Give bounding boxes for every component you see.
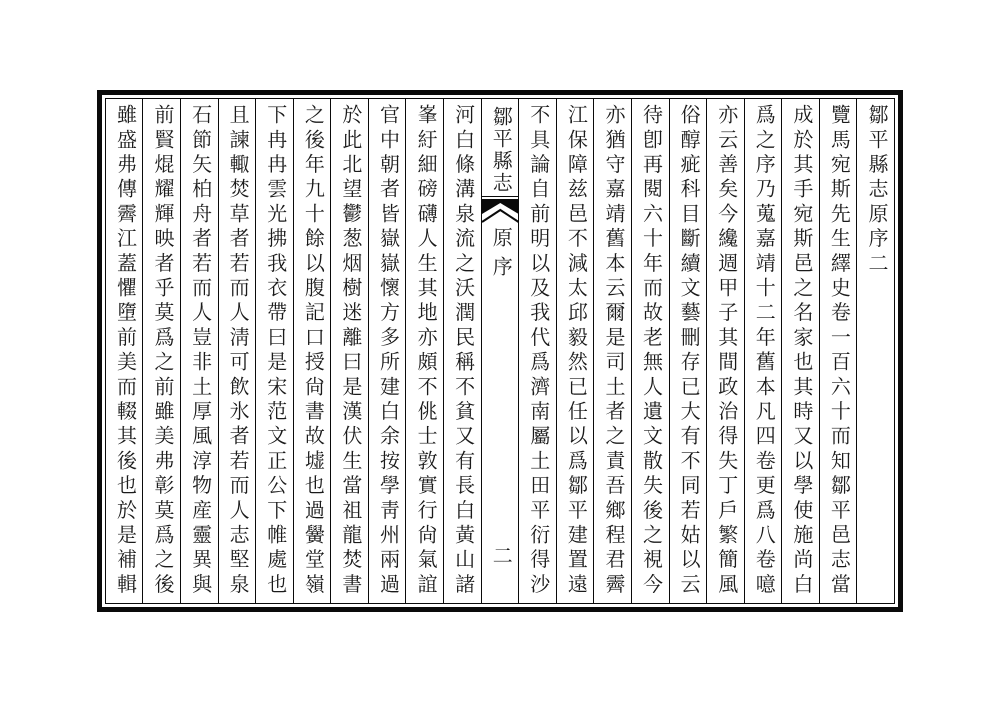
text-column: [142, 99, 180, 603]
fishtail-icon: [482, 199, 519, 225]
page-frame: [97, 90, 903, 612]
column-text: 石節矢柏舟者若而人豈非土厚風淳物産靈異與: [188, 104, 211, 598]
text-column: [405, 99, 443, 603]
text-column: [218, 99, 256, 603]
column-text: 爲之序乃蒐嘉靖十二年舊本凡四卷更爲八卷噫: [752, 104, 775, 598]
column-text: 峯紆細磅礴人生其地亦頗不佻士敦實行尙氣誼: [414, 104, 437, 598]
column-text: 下冉冉雲光拂我衣帶曰是宋范文正公下帷處也: [263, 104, 286, 598]
column-text: 亦云善矣今纔週甲子其間政治得失丁戶繁簡風: [714, 104, 737, 598]
column-text: 於此北望鬱葱烟樹迷離曰是漢伏生當祖龍焚書: [338, 104, 361, 598]
banxin-book-title: 鄒平縣志: [489, 106, 512, 194]
column-text: 亦猶守嘉靖舊本云爾是司土者之責吾鄉程君霽: [601, 104, 624, 598]
text-column: [518, 99, 556, 603]
text-column: [819, 99, 857, 603]
text-column: [180, 99, 218, 603]
column-text: 待卽再閱六十年而故老無人遺文散失後之視今: [639, 104, 662, 598]
text-column: [631, 99, 669, 603]
banxin-column: [481, 99, 519, 603]
page-number: 二: [489, 545, 512, 565]
title-column: [856, 99, 894, 603]
text-column: [368, 99, 406, 603]
text-column: [781, 99, 819, 603]
banxin-divider: [482, 196, 519, 197]
column-text: 之後年九十餘以腹記口授尙書故墟也過黌堂嶺: [301, 104, 324, 598]
title-column-text: 鄒平縣志原序二: [865, 104, 887, 277]
column-text: 雖盛弗傳霽江蓋懼墮前美而輟其後也於是補輯: [113, 104, 136, 598]
column-text: 前賢焜耀輝映者乎莫爲之前雖美弗彰莫爲之後: [151, 104, 174, 598]
text-column: [106, 99, 143, 603]
column-text: 江保障兹邑不減太邱毅然已任以爲鄒平建置遠: [564, 104, 587, 598]
banxin-section-label: 原序: [489, 227, 512, 285]
column-text: 官中朝者皆嶽嶽懷方多所建白余按學靑州兩過: [376, 104, 399, 598]
text-column: [443, 99, 481, 603]
text-block: [105, 98, 895, 604]
text-column: [744, 99, 782, 603]
column-text: 且諫輙焚草者若而人淸可飲氷者若而人志堅泉: [226, 104, 249, 598]
text-column: [593, 99, 631, 603]
text-column: [556, 99, 594, 603]
column-text: 成於其手宛斯邑之名家也其時又以學使施尚白: [789, 104, 812, 598]
text-column: [255, 99, 293, 603]
column-text: 不具論自前明以及我代爲濟南屬土田平衍得沙: [526, 104, 549, 598]
text-column: [293, 99, 331, 603]
column-text: 俗醇疵科目斷續文藝刪存已大有不同若姑以云: [677, 104, 700, 598]
text-column: [669, 99, 707, 603]
text-column: [330, 99, 368, 603]
text-column: [706, 99, 744, 603]
column-text: 河白條溝泉流之沃潤民稱不貧又有長白黃山諸: [451, 104, 474, 598]
column-text: 覽馬宛斯先生繹史卷一百六十而知鄒平邑志當: [827, 104, 850, 598]
